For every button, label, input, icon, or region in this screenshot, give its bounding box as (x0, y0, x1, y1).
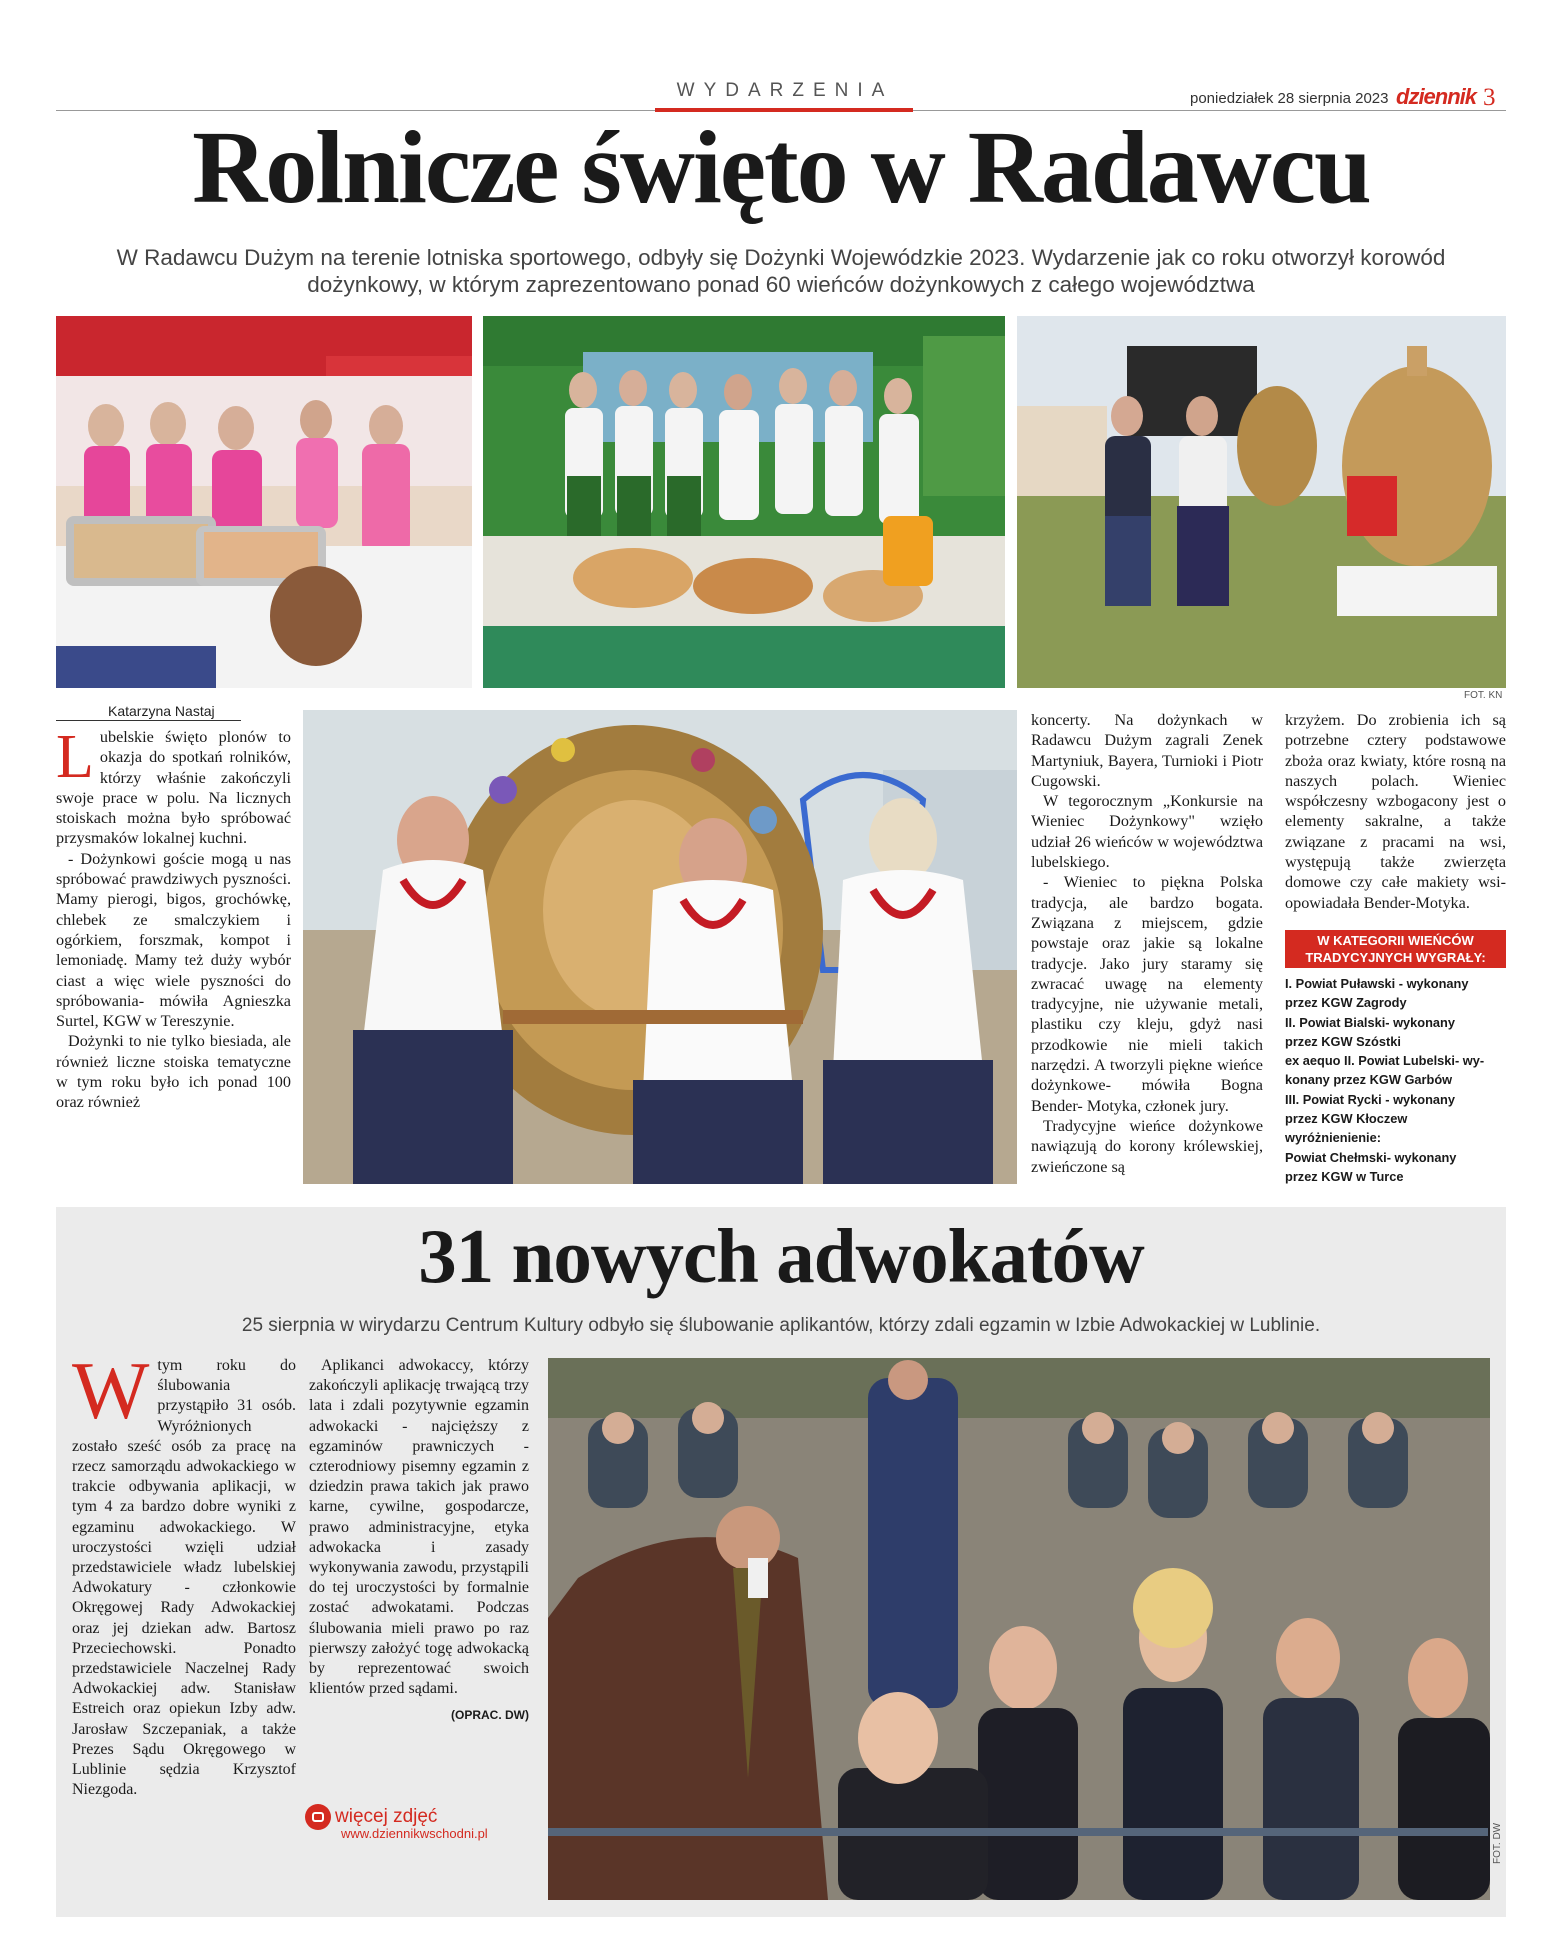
article2-column-1 (72, 1345, 296, 1800)
drop-cap: L (56, 723, 94, 791)
winner-line: III. Powiat Rycki - wykonany (1285, 1091, 1455, 1107)
byline: Katarzyna Nastaj (108, 703, 215, 719)
paragraph: krzyżem. Do zrobienia ich są potrzebne cztery podstawowe zboża oraz kwiaty, które rosną na naszych polach. Wieniec współczesny wzbogacony jest o elementy sakralne, a także związane z pracami na wsi, występują także zwierzęta domowe czy całe makiety wsi- opowiadała Bender-Motyka. (1285, 711, 1506, 912)
paragraph: ubelskie święto plonów to okazja do spotkań rolników, którzy właśnie zakończyli swoje prace w polu. Na licznych stoiskach można było spróbować przysmaków lokalnej kuchni. (56, 728, 291, 848)
article1-column-3 (1285, 710, 1506, 913)
photo-food-stand (56, 316, 472, 688)
byline-rule (56, 720, 241, 721)
winner-line: przez KGW Szóstki (1285, 1033, 1401, 1049)
winner-line: II. Powiat Bialski- wykonany (1285, 1014, 1455, 1030)
paragraph: - Dożynkowi goście mogą u nas spróbować prawdziwych pyszności. Mamy pierogi, bigos, grochówkę, chlebek ze smalczykiem i ogórkiem, forszmak, kompot i lemoniadę. Mamy też duży wybór ciast a więc wiele pyszności do spróbowania- mówiła Agnieszka Surtel, KGW w Tereszynie. (56, 849, 291, 1031)
brand-logo: dziennik (1396, 84, 1477, 109)
article1-column-1 (56, 723, 291, 1113)
drop-cap: W (72, 1345, 150, 1436)
paragraph: Tradycyjne wieńce dożynkowe nawiązują do korony królewskiej, zwieńczone są (1031, 1116, 1263, 1176)
winners-heading: W KATEGORII WIEŃCÓW TRADYCYJNYCH WYGRAŁY: (1285, 930, 1506, 968)
signature: (OPRAC. DW) (451, 1708, 529, 1723)
winner-line: I. Powiat Puławski - wykonany (1285, 976, 1469, 991)
paragraph: W tegorocznym „Konkursie na Wieniec Dożynkowy" wzięło udział 26 wieńców w województwa lubelskiego. (1031, 792, 1263, 872)
paragraph: Aplikanci adwokaccy, którzy zakończyli aplikację trwającą trzy lata i zdali pozytywnie egzamin adwokacki - najcięższy z egzaminów prawniczych - czterodniowy pisemny egzamin z dziedzin prawa takich jak prawo karne, cywilne, gospodarcze, prawo administracyjne, etyka adwokacka i zasady wykonywania zawodu, przystąpili do tej uroczystości by formalnie zostać adwokatami. Podczas ślubowania mieli prawo po raz pierwszy założyć togę adwokacką by reprezentować swoich klientów przed sądami. (309, 1357, 529, 1698)
photo-kgw-stand (483, 316, 1005, 688)
article2-column-2 (309, 1356, 529, 1726)
paragraph: Dożynki to nie tylko biesiada, ale również liczne stoiska tematyczne w tym roku było ich ponad 100 oraz również (56, 1032, 291, 1112)
page-number: 3 (1483, 84, 1496, 111)
issue-date: poniedziałek 28 sierpnia 2023 (1190, 90, 1389, 107)
winner-line: konany przez KGW Garbów (1285, 1072, 1453, 1088)
photo-harvest-wreaths (1017, 316, 1506, 688)
winner-line: Powiat Chełmski- wykonany (1285, 1149, 1457, 1165)
winner-line: ex aequo II. Powiat Lubelski- wy- (1285, 1053, 1485, 1069)
article2-headline: 31 nowych adwokatów (418, 1213, 1144, 1299)
photo-credit: FOT. KN (1464, 690, 1503, 701)
photo-oath-ceremony (548, 1358, 1490, 1900)
photo-wreath-procession (303, 710, 1017, 1184)
winners-list (1285, 974, 1506, 1186)
paragraph: tym roku do ślubowania przystąpiło 31 osób. Wyróżnionych zostało sześć osób za pracę na rzecz samorządu adwokackiego w trakcie odbywania aplikacji, w tym 4 za bardzo dobre wyniki z egzaminu adwokackiego. W uroczystości wzięli udział przedstawiciele władz lubelskiej Adwokatury - członkowie Okręgowej Rady Adwokackiej oraz jej dziekan adw. Bartosz Przeciechowski. Ponadto przedstawiciele Naczelnej Rady Adwokackiej adw. Stanisław Estreich oraz opiekun Izby adw. Jarosław Szczepaniak, a także Prezes Sądu Okręgowego w Lublinie sędzia Krzysztof Niezgoda. (72, 1357, 296, 1799)
winner-line: przez KGW w Turce (1285, 1168, 1404, 1184)
article1-column-2 (1031, 710, 1263, 1177)
more-photos-url[interactable]: www.dziennikwschodni.pl (341, 1826, 488, 1841)
photo-credit-2: FOT. DW (1492, 1822, 1503, 1864)
paragraph: - Wieniec to piękna Polska tradycja, ale bardzo bogata. Związana z miejscem, gdzie powstaje oraz jakie są lokalne tradycje. Jako jury staramy się zwracać uwagę na elementy tradycyjne, nie używanie metali, plastiku czy kleju, gdyż nasi przodkowie nie mieli takich narzędzi. A tworzyli piękne wieńce dożynkowe- mówiła Bogna Bender- Motyka, członek jury. (1031, 873, 1263, 1115)
winner-line: przez KGW Zagrody (1285, 995, 1407, 1011)
camera-icon (305, 1804, 331, 1830)
article-lead: W Radawcu Dużym na terenie lotniska sportowego, odbyły się Dożynki Wojewódzkie 2023. Wydarzenie jak co roku otworzył korowód dożynkowy, w którym zaprezentowano ponad 60 wieńców dożynkowych z całego województwa (116, 245, 1446, 297)
article2-lead: 25 sierpnia w wirydarzu Centrum Kultury odbyło się ślubowanie aplikantów, którzy zdali egzamin w Izbie Adwokackiej w Lublinie. (241, 1315, 1321, 1336)
winners-box (1285, 930, 1506, 1186)
more-photos-title: więcej zdjęć (335, 1806, 438, 1827)
winner-line: przez KGW Kłoczew (1285, 1111, 1408, 1127)
more-photos-link[interactable] (305, 1804, 488, 1841)
section-label: WYDARZENIA (676, 80, 894, 101)
article-headline: Rolnicze święto w Radawcu (192, 110, 1370, 225)
paragraph: koncerty. Na dożynkach w Radawcu Dużym zagrali Zenek Martyniuk, Bayera, Turnioki i Piotr Cugowski. (1031, 711, 1263, 790)
winner-line: wyróżnienienie: (1285, 1130, 1381, 1146)
